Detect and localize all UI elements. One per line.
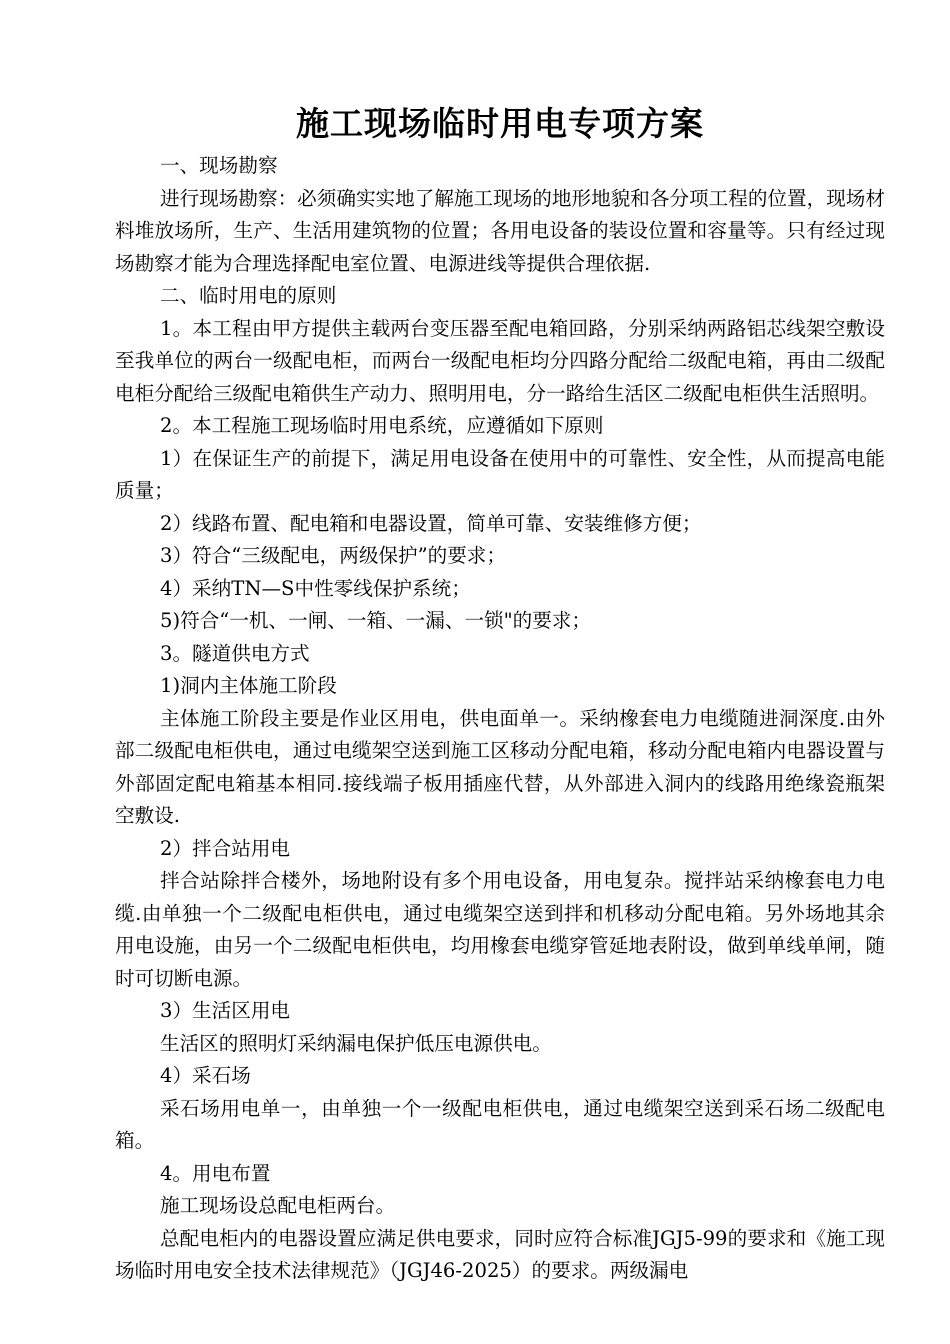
paragraph-quarry: 采石场用电单一，由单独一个一级配电柜供电，通过电缆架空送到采石场二级配电箱。	[115, 1096, 885, 1152]
paragraph-main-cabinet: 总配电柜内的电器设置应满足供电要求，同时应符合标准JGJ5-99的要求和《施工现场临时用电安全技术法律规范》（JGJ46-2025）的要求。两级漏电	[115, 1226, 885, 1282]
paragraph-tunnel-main: 主体施工阶段主要是作业区用电，供电面单一。采纳橡套电力电缆随进洞深度.由外部二级配电柜供电，通过电缆架空送到施工区移动分配电箱，移动分配电箱内电器设置与外部固定配电箱基本相同.接线端子板用插座代替，从外部进入洞内的线路用绝缘瓷瓶架空敷设.	[115, 706, 885, 827]
list-item-5: 5)符合“一机、一闸、一箱、一漏、一锁"的要求；	[160, 609, 592, 632]
list-item-1: 1）在保证生产的前提下，满足用电设备在使用中的可靠性、安全性，从而提高电能质量；	[115, 446, 885, 502]
list-item-4: 4）采纳TN—S中性零线保护系统；	[160, 576, 471, 600]
paragraph-principle-2: 2。本工程施工现场临时用电系统，应遵循如下原则	[160, 414, 604, 437]
list-item-2: 2）线路布置、配电箱和电器设置，简单可靠、安装维修方便；	[160, 511, 702, 535]
subheading-living-area: 3）生活区用电	[160, 999, 291, 1022]
heading-principles: 二、临时用电的原则	[160, 284, 337, 307]
subheading-tunnel-main: 1)洞内主体施工阶段	[160, 674, 337, 697]
subheading-mixing-station: 2）拌合站用电	[160, 836, 291, 860]
paragraph-mixing-station: 拌合站除拌合楼外，场地附设有多个用电设备，用电复杂。搅拌站采纳橡套电力电缆.由单独一个二级配电柜供电，通过电缆架空送到拌和机移动分配电箱。另外场地其余用电设施，由另一个二级配电柜供电，均用橡套电缆穿管延地表附设，做到单线单闸，随时可切断电源。	[115, 869, 885, 990]
heading-tunnel-power: 3。隧道供电方式	[160, 641, 310, 665]
list-item-3: 3）符合“三级配电，两级保护”的要求；	[160, 544, 506, 567]
subheading-quarry: 4）采石场	[160, 1064, 251, 1087]
document-page	[115, 98, 885, 1288]
paragraph-site-survey: 进行现场勘察：必须确实实地了解施工现场的地形地貌和各分项工程的位置，现场材料堆放场所，生产、生活用建筑物的位置；各用电设备的装设位置和容量等。只有经过现场勘察才能为合理选择配电室位置、电源进线等提供合理依据.	[115, 186, 885, 275]
paragraph-power-layout: 施工现场设总配电柜两台。	[160, 1194, 396, 1217]
heading-power-layout: 4。用电布置	[160, 1161, 271, 1185]
paragraph-living-area: 生活区的照明灯采纳漏电保护低压电源供电。	[160, 1031, 552, 1055]
paragraph-principle-1: 1。本工程由甲方提供主载两台变压器至配电箱回路，分别采纳两路铝芯线架空敷设至我单位的两台一级配电柜，而两台一级配电柜均分四路分配给二级配电箱，再由二级配电柜分配给三级配电箱供生产动力、照明用电，分一路给生活区二级配电柜供生活照明。	[115, 316, 885, 405]
heading-site-survey: 一、现场勘察	[160, 154, 278, 177]
document-title: 施工现场临时用电专项方案	[296, 104, 704, 143]
